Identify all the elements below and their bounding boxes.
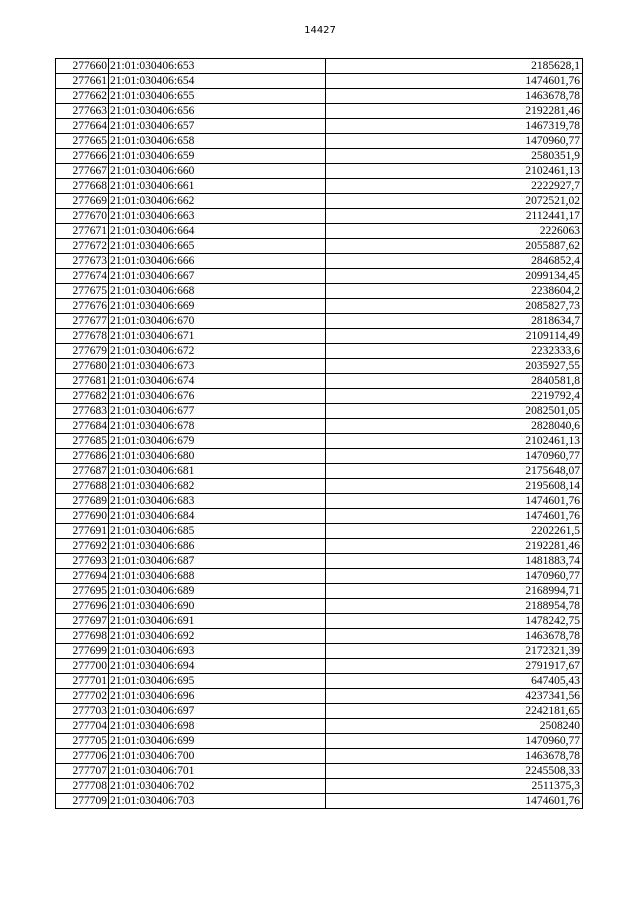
cadastral-number-cell: 21:01:030406:689 bbox=[109, 584, 326, 599]
value-cell: 2172321,39 bbox=[326, 644, 583, 659]
table-row bbox=[56, 464, 583, 479]
row-number-cell: 277709 bbox=[56, 794, 109, 809]
row-number-cell: 277668 bbox=[56, 179, 109, 194]
cadastral-number-cell: 21:01:030406:699 bbox=[109, 734, 326, 749]
table-row bbox=[56, 449, 583, 464]
row-number-cell: 277660 bbox=[56, 59, 109, 74]
row-number-cell: 277692 bbox=[56, 539, 109, 554]
row-number-cell: 277700 bbox=[56, 659, 109, 674]
cadastral-number-cell: 21:01:030406:686 bbox=[109, 539, 326, 554]
cadastral-number-cell: 21:01:030406:690 bbox=[109, 599, 326, 614]
cadastral-number-cell: 21:01:030406:665 bbox=[109, 239, 326, 254]
cadastral-number-cell: 21:01:030406:679 bbox=[109, 434, 326, 449]
value-cell: 2226063 bbox=[326, 224, 583, 239]
table-row bbox=[56, 359, 583, 374]
row-number-cell: 277694 bbox=[56, 569, 109, 584]
value-cell: 2188954,78 bbox=[326, 599, 583, 614]
table-row bbox=[56, 794, 583, 809]
cadastral-number-cell: 21:01:030406:656 bbox=[109, 104, 326, 119]
value-cell: 2055887,62 bbox=[326, 239, 583, 254]
cadastral-number-cell: 21:01:030406:671 bbox=[109, 329, 326, 344]
table-row bbox=[56, 314, 583, 329]
value-cell: 2511375,3 bbox=[326, 779, 583, 794]
table-row bbox=[56, 554, 583, 569]
table-row bbox=[56, 494, 583, 509]
cadastral-number-cell: 21:01:030406:676 bbox=[109, 389, 326, 404]
value-cell: 2102461,13 bbox=[326, 164, 583, 179]
cadastral-value-table bbox=[55, 58, 583, 809]
row-number-cell: 277670 bbox=[56, 209, 109, 224]
row-number-cell: 277677 bbox=[56, 314, 109, 329]
row-number-cell: 277667 bbox=[56, 164, 109, 179]
cadastral-number-cell: 21:01:030406:670 bbox=[109, 314, 326, 329]
table-row bbox=[56, 404, 583, 419]
cadastral-number-cell: 21:01:030406:695 bbox=[109, 674, 326, 689]
table-row bbox=[56, 389, 583, 404]
value-cell: 2192281,46 bbox=[326, 104, 583, 119]
table-row bbox=[56, 629, 583, 644]
row-number-cell: 277705 bbox=[56, 734, 109, 749]
value-cell: 1474601,76 bbox=[326, 74, 583, 89]
value-cell: 2818634,7 bbox=[326, 314, 583, 329]
value-cell: 2085827,73 bbox=[326, 299, 583, 314]
cadastral-number-cell: 21:01:030406:702 bbox=[109, 779, 326, 794]
table-row bbox=[56, 209, 583, 224]
row-number-cell: 277696 bbox=[56, 599, 109, 614]
cadastral-number-cell: 21:01:030406:674 bbox=[109, 374, 326, 389]
value-cell: 1481883,74 bbox=[326, 554, 583, 569]
value-cell: 2508240 bbox=[326, 719, 583, 734]
table-row bbox=[56, 329, 583, 344]
row-number-cell: 277683 bbox=[56, 404, 109, 419]
row-number-cell: 277682 bbox=[56, 389, 109, 404]
row-number-cell: 277684 bbox=[56, 419, 109, 434]
page-number: 14427 bbox=[304, 25, 336, 36]
table-row bbox=[56, 269, 583, 284]
cadastral-number-cell: 21:01:030406:669 bbox=[109, 299, 326, 314]
cadastral-number-cell: 21:01:030406:703 bbox=[109, 794, 326, 809]
row-number-cell: 277698 bbox=[56, 629, 109, 644]
table-row bbox=[56, 584, 583, 599]
value-cell: 2202261,5 bbox=[326, 524, 583, 539]
value-cell: 2035927,55 bbox=[326, 359, 583, 374]
value-cell: 1474601,76 bbox=[326, 794, 583, 809]
row-number-cell: 277679 bbox=[56, 344, 109, 359]
row-number-cell: 277687 bbox=[56, 464, 109, 479]
cadastral-number-cell: 21:01:030406:694 bbox=[109, 659, 326, 674]
row-number-cell: 277664 bbox=[56, 119, 109, 134]
cadastral-number-cell: 21:01:030406:668 bbox=[109, 284, 326, 299]
table-row bbox=[56, 569, 583, 584]
row-number-cell: 277676 bbox=[56, 299, 109, 314]
row-number-cell: 277673 bbox=[56, 254, 109, 269]
cadastral-number-cell: 21:01:030406:701 bbox=[109, 764, 326, 779]
row-number-cell: 277697 bbox=[56, 614, 109, 629]
value-cell: 1463678,78 bbox=[326, 89, 583, 104]
table-row bbox=[56, 104, 583, 119]
table-row bbox=[56, 164, 583, 179]
value-cell: 2112441,17 bbox=[326, 209, 583, 224]
value-cell: 1470960,77 bbox=[326, 734, 583, 749]
table-row bbox=[56, 374, 583, 389]
row-number-cell: 277704 bbox=[56, 719, 109, 734]
table-row bbox=[56, 749, 583, 764]
row-number-cell: 277681 bbox=[56, 374, 109, 389]
row-number-cell: 277686 bbox=[56, 449, 109, 464]
value-cell: 2840581,8 bbox=[326, 374, 583, 389]
table-row bbox=[56, 599, 583, 614]
row-number-cell: 277680 bbox=[56, 359, 109, 374]
value-cell: 2219792,4 bbox=[326, 389, 583, 404]
row-number-cell: 277708 bbox=[56, 779, 109, 794]
cadastral-number-cell: 21:01:030406:664 bbox=[109, 224, 326, 239]
table-row bbox=[56, 59, 583, 74]
row-number-cell: 277699 bbox=[56, 644, 109, 659]
cadastral-number-cell: 21:01:030406:662 bbox=[109, 194, 326, 209]
cadastral-number-cell: 21:01:030406:681 bbox=[109, 464, 326, 479]
row-number-cell: 277702 bbox=[56, 689, 109, 704]
table-row bbox=[56, 299, 583, 314]
table-row bbox=[56, 509, 583, 524]
value-cell: 1478242,75 bbox=[326, 614, 583, 629]
table-row bbox=[56, 644, 583, 659]
row-number-cell: 277669 bbox=[56, 194, 109, 209]
value-cell: 1463678,78 bbox=[326, 629, 583, 644]
cadastral-number-cell: 21:01:030406:677 bbox=[109, 404, 326, 419]
row-number-cell: 277707 bbox=[56, 764, 109, 779]
table-row bbox=[56, 419, 583, 434]
table-row bbox=[56, 119, 583, 134]
value-cell: 2791917,67 bbox=[326, 659, 583, 674]
value-cell: 2185628,1 bbox=[326, 59, 583, 74]
cadastral-number-cell: 21:01:030406:659 bbox=[109, 149, 326, 164]
table-row bbox=[56, 254, 583, 269]
row-number-cell: 277690 bbox=[56, 509, 109, 524]
cadastral-number-cell: 21:01:030406:657 bbox=[109, 119, 326, 134]
value-cell: 1463678,78 bbox=[326, 749, 583, 764]
cadastral-number-cell: 21:01:030406:687 bbox=[109, 554, 326, 569]
value-cell: 2168994,71 bbox=[326, 584, 583, 599]
value-cell: 2102461,13 bbox=[326, 434, 583, 449]
row-number-cell: 277678 bbox=[56, 329, 109, 344]
cadastral-number-cell: 21:01:030406:696 bbox=[109, 689, 326, 704]
cadastral-number-cell: 21:01:030406:680 bbox=[109, 449, 326, 464]
cadastral-number-cell: 21:01:030406:655 bbox=[109, 89, 326, 104]
value-cell: 4237341,56 bbox=[326, 689, 583, 704]
row-number-cell: 277685 bbox=[56, 434, 109, 449]
cadastral-number-cell: 21:01:030406:693 bbox=[109, 644, 326, 659]
row-number-cell: 277666 bbox=[56, 149, 109, 164]
table-row bbox=[56, 239, 583, 254]
cadastral-number-cell: 21:01:030406:697 bbox=[109, 704, 326, 719]
cadastral-number-cell: 21:01:030406:700 bbox=[109, 749, 326, 764]
cadastral-number-cell: 21:01:030406:684 bbox=[109, 509, 326, 524]
table-row bbox=[56, 674, 583, 689]
row-number-cell: 277663 bbox=[56, 104, 109, 119]
table-row bbox=[56, 659, 583, 674]
value-cell: 2195608,14 bbox=[326, 479, 583, 494]
table-row bbox=[56, 434, 583, 449]
row-number-cell: 277675 bbox=[56, 284, 109, 299]
value-cell: 2072521,02 bbox=[326, 194, 583, 209]
cadastral-number-cell: 21:01:030406:692 bbox=[109, 629, 326, 644]
table-row bbox=[56, 194, 583, 209]
cadastral-number-cell: 21:01:030406:678 bbox=[109, 419, 326, 434]
value-cell: 2245508,33 bbox=[326, 764, 583, 779]
row-number-cell: 277693 bbox=[56, 554, 109, 569]
row-number-cell: 277695 bbox=[56, 584, 109, 599]
value-cell: 1467319,78 bbox=[326, 119, 583, 134]
cadastral-number-cell: 21:01:030406:661 bbox=[109, 179, 326, 194]
value-cell: 2232333,6 bbox=[326, 344, 583, 359]
cadastral-number-cell: 21:01:030406:691 bbox=[109, 614, 326, 629]
table-row bbox=[56, 479, 583, 494]
row-number-cell: 277671 bbox=[56, 224, 109, 239]
table-row bbox=[56, 779, 583, 794]
value-cell: 1474601,76 bbox=[326, 509, 583, 524]
table-row bbox=[56, 764, 583, 779]
value-cell: 2238604,2 bbox=[326, 284, 583, 299]
value-cell: 1474601,76 bbox=[326, 494, 583, 509]
table-body bbox=[56, 59, 583, 809]
value-cell: 2175648,07 bbox=[326, 464, 583, 479]
row-number-cell: 277674 bbox=[56, 269, 109, 284]
cadastral-number-cell: 21:01:030406:672 bbox=[109, 344, 326, 359]
cadastral-number-cell: 21:01:030406:658 bbox=[109, 134, 326, 149]
table-row bbox=[56, 134, 583, 149]
table-row bbox=[56, 719, 583, 734]
cadastral-number-cell: 21:01:030406:682 bbox=[109, 479, 326, 494]
table-row bbox=[56, 89, 583, 104]
value-cell: 2828040,6 bbox=[326, 419, 583, 434]
value-cell: 2082501,05 bbox=[326, 404, 583, 419]
row-number-cell: 277661 bbox=[56, 74, 109, 89]
table-row bbox=[56, 179, 583, 194]
table-row bbox=[56, 344, 583, 359]
row-number-cell: 277689 bbox=[56, 494, 109, 509]
row-number-cell: 277703 bbox=[56, 704, 109, 719]
table-row bbox=[56, 689, 583, 704]
cadastral-number-cell: 21:01:030406:683 bbox=[109, 494, 326, 509]
cadastral-number-cell: 21:01:030406:698 bbox=[109, 719, 326, 734]
value-cell: 2222927,7 bbox=[326, 179, 583, 194]
table-row bbox=[56, 74, 583, 89]
row-number-cell: 277662 bbox=[56, 89, 109, 104]
row-number-cell: 277672 bbox=[56, 239, 109, 254]
row-number-cell: 277706 bbox=[56, 749, 109, 764]
cadastral-number-cell: 21:01:030406:660 bbox=[109, 164, 326, 179]
table-row bbox=[56, 704, 583, 719]
cadastral-number-cell: 21:01:030406:685 bbox=[109, 524, 326, 539]
row-number-cell: 277665 bbox=[56, 134, 109, 149]
table-row bbox=[56, 149, 583, 164]
value-cell: 2109114,49 bbox=[326, 329, 583, 344]
value-cell: 647405,43 bbox=[326, 674, 583, 689]
table-row bbox=[56, 524, 583, 539]
table-row bbox=[56, 284, 583, 299]
table-row bbox=[56, 539, 583, 554]
value-cell: 2846852,4 bbox=[326, 254, 583, 269]
cadastral-number-cell: 21:01:030406:667 bbox=[109, 269, 326, 284]
value-cell: 2580351,9 bbox=[326, 149, 583, 164]
row-number-cell: 277701 bbox=[56, 674, 109, 689]
value-cell: 1470960,77 bbox=[326, 449, 583, 464]
row-number-cell: 277691 bbox=[56, 524, 109, 539]
value-cell: 1470960,77 bbox=[326, 134, 583, 149]
value-cell: 2099134,45 bbox=[326, 269, 583, 284]
value-cell: 2242181,65 bbox=[326, 704, 583, 719]
cadastral-number-cell: 21:01:030406:654 bbox=[109, 74, 326, 89]
row-number-cell: 277688 bbox=[56, 479, 109, 494]
table-row bbox=[56, 734, 583, 749]
cadastral-number-cell: 21:01:030406:663 bbox=[109, 209, 326, 224]
cadastral-number-cell: 21:01:030406:666 bbox=[109, 254, 326, 269]
cadastral-number-cell: 21:01:030406:673 bbox=[109, 359, 326, 374]
value-cell: 2192281,46 bbox=[326, 539, 583, 554]
cadastral-number-cell: 21:01:030406:653 bbox=[109, 59, 326, 74]
value-cell: 1470960,77 bbox=[326, 569, 583, 584]
cadastral-number-cell: 21:01:030406:688 bbox=[109, 569, 326, 584]
table-row bbox=[56, 614, 583, 629]
table-row bbox=[56, 224, 583, 239]
